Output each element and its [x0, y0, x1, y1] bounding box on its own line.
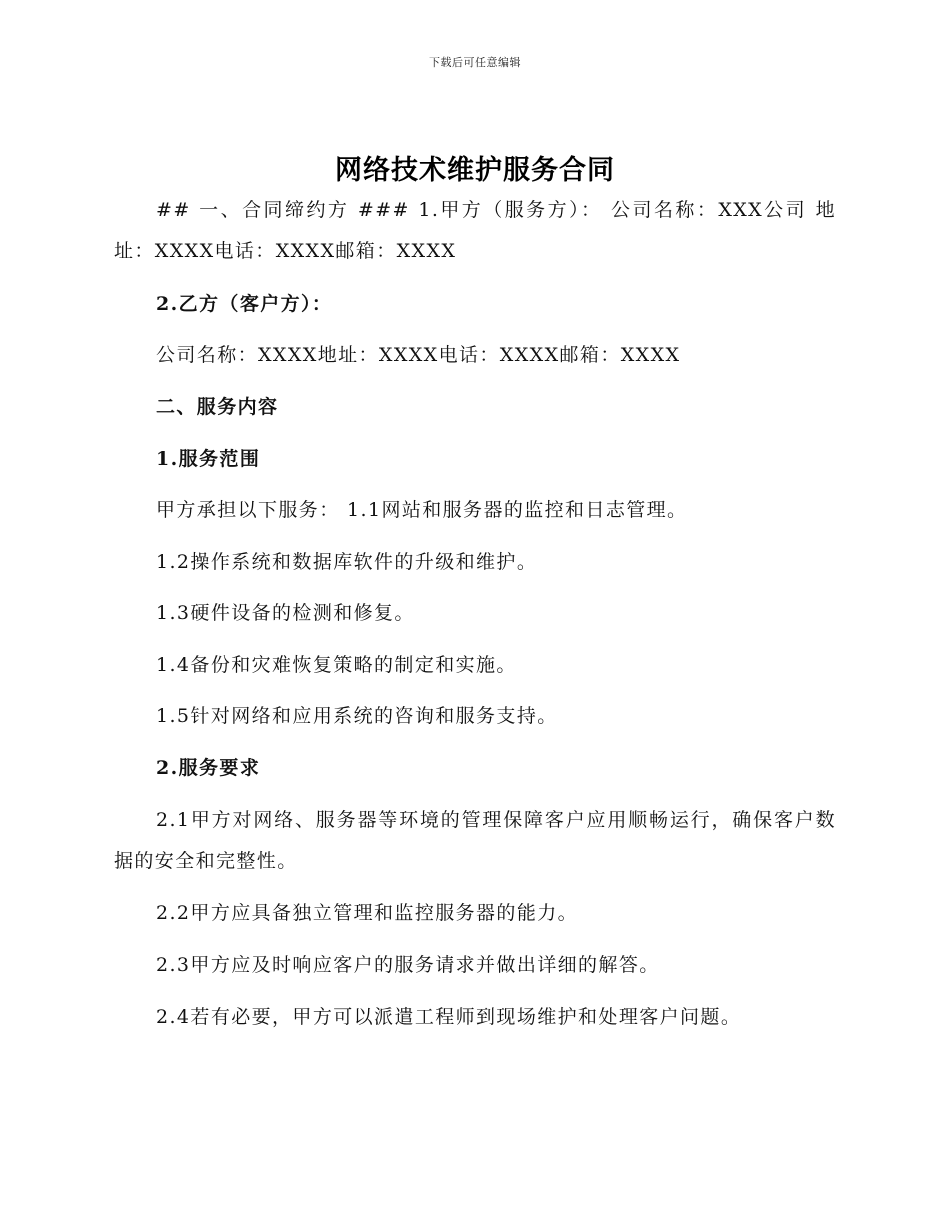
heading-service-scope: 1.服务范围 [156, 448, 261, 470]
paragraph-scope-5: 1.5针对网络和应用系统的咨询和服务支持。 [156, 705, 558, 727]
heading-party-b: 2.乙方（客户方）： [156, 293, 333, 315]
paragraph-scope-4: 1.4备份和灾难恢复策略的制定和实施。 [156, 654, 517, 676]
paragraph-requirement-3: 2.3甲方应及时响应客户的服务请求并做出详细的解答。 [156, 954, 660, 976]
paragraph-scope-1: 甲方承担以下服务： 1.1网站和服务器的监控和日志管理。 [156, 499, 688, 521]
paragraph-scope-2: 1.2操作系统和数据库软件的升级和维护。 [156, 551, 538, 573]
paragraph-parties-party-a: ## 一、合同缔约方 ### 1.甲方（服务方）： 公司名称：XXX公司 地址：XXXX电话：XXXX邮箱：XXXX [114, 199, 836, 262]
heading-service-requirements: 2.服务要求 [156, 757, 261, 779]
paragraph-requirement-4: 2.4若有必要，甲方可以派遣工程师到现场维护和处理客户问题。 [156, 1006, 742, 1028]
document-title: 网络技术维护服务合同 [335, 155, 615, 186]
paragraph-requirement-1: 2.1甲方对网络、服务器等环境的管理保障客户应用顺畅运行，确保客户数据的安全和完整性。 [114, 809, 836, 872]
paragraph-requirement-2: 2.2甲方应具备独立管理和监控服务器的能力。 [156, 902, 579, 924]
heading-service-content: 二、服务内容 [156, 396, 279, 418]
header-note: 下载后可任意编辑 [429, 56, 521, 69]
paragraph-scope-3: 1.3硬件设备的检测和修复。 [156, 602, 415, 624]
paragraph-party-b-info: 公司名称：XXXX地址：XXXX电话：XXXX邮箱：XXXX [156, 344, 681, 366]
